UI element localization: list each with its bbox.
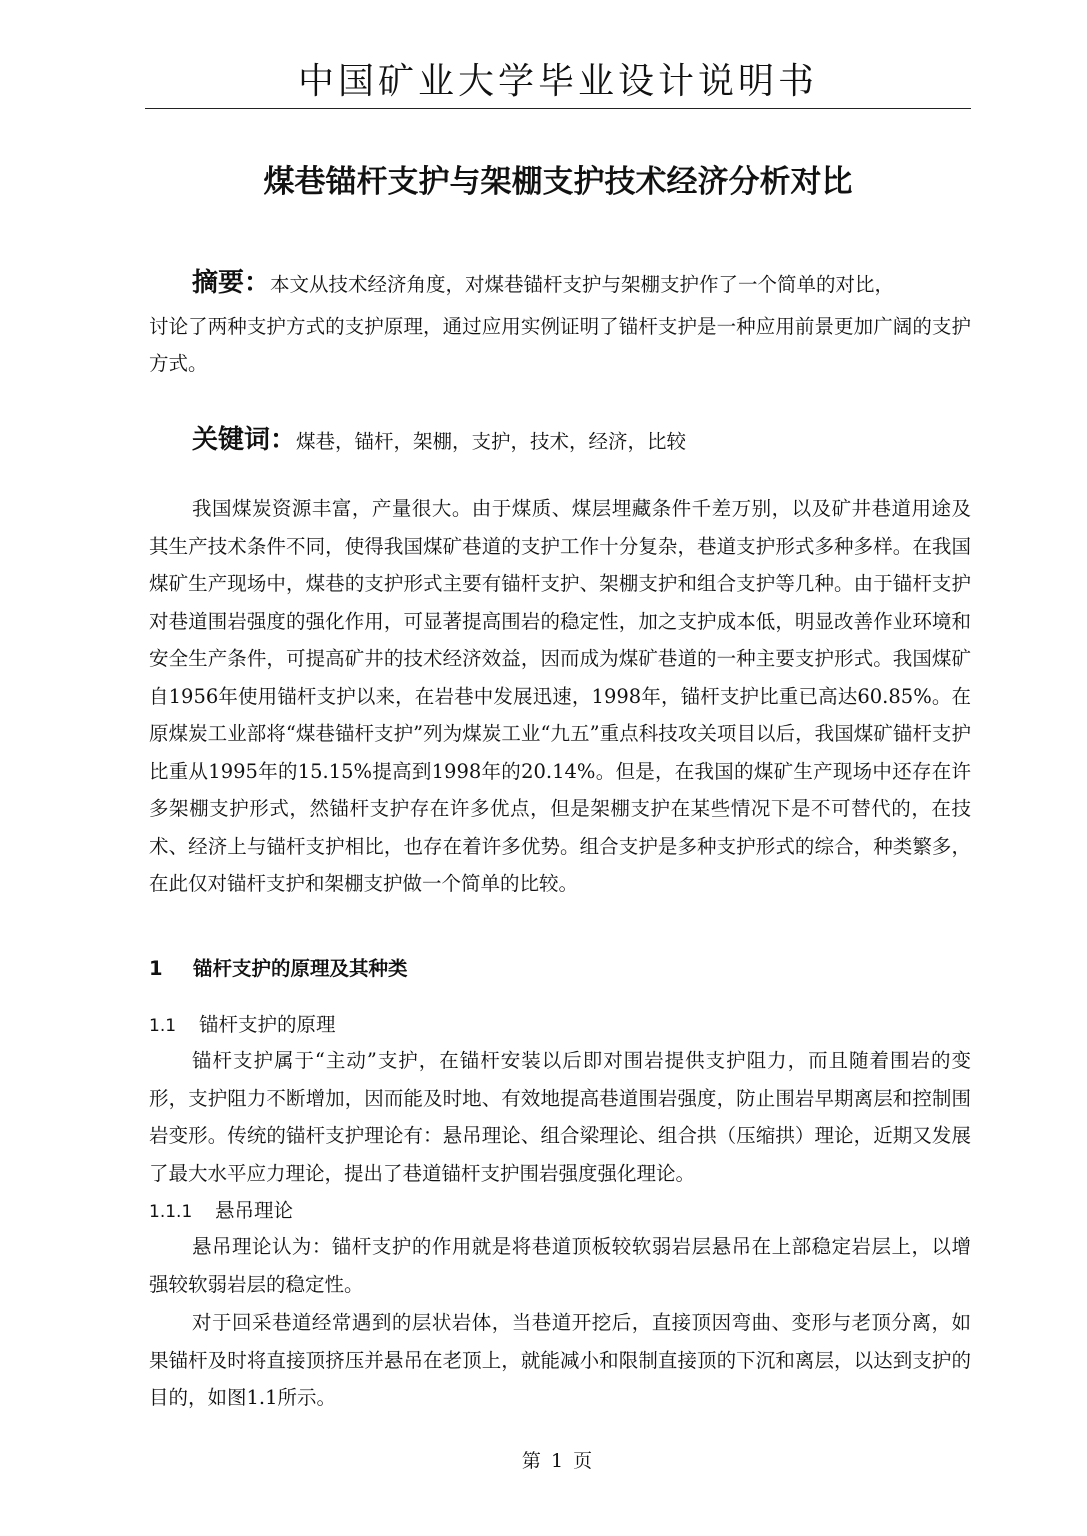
- section-1-1-1-heading: [149, 1192, 971, 1231]
- header-rule: [145, 108, 971, 109]
- section-1-1-heading: [149, 1006, 971, 1045]
- section-1-1-1-number: 1.1.1: [149, 1202, 193, 1222]
- keywords-block: [149, 418, 971, 464]
- section-1-number: 1: [149, 957, 163, 980]
- intro-paragraph: 我国煤炭资源丰富，产量很大。由于煤质、煤层埋藏条件千差万别，以及矿井巷道用途及其生产技术条件不同，使得我国煤矿巷道的支护工作十分复杂，巷道支护形式多种多样。在我国煤矿生产现场中，煤巷的支护形式主要有锚杆支护、架棚支护和组合支护等几种。由于锚杆支护对巷道围岩强度的强化作用，可显著提高围岩的稳定性，加之支护成本低，明显改善作业环境和安全生产条件，可提高矿井的技术经济效益，因而成为煤矿巷道的一种主要支护形式。我国煤矿自1956年使用锚杆支护以来，在岩巷中发展迅速，1998年，锚杆支护比重已高达60.85%。在原煤炭工业部将“煤巷锚杆支护”列为煤炭工业“九五”重点科技攻关项目以后，我国煤矿锚杆支护比重从1995年的15.15%提高到1998年的20.14%。但是，在我国的煤矿生产现场中还存在许多架棚支护形式，然锚杆支护存在许多优点，但是架棚支护在某些情况下是不可替代的，在技术、经济上与锚杆支护相比，也存在着许多优势。组合支护是多种支护形式的综合，种类繁多，在此仅对锚杆支护和架棚支护做一个简单的比较。: [149, 497, 971, 895]
- abstract-block: [149, 262, 971, 382]
- running-header: 中国矿业大学毕业设计说明书: [297, 61, 818, 102]
- keywords-text: 煤巷，锚杆，架棚，支护，技术，经济，比较: [296, 430, 687, 453]
- section-1-1-title: 锚杆支护的原理: [199, 1013, 336, 1036]
- section-1-title: 锚杆支护的原理及其种类: [193, 957, 408, 980]
- section-1-1-number: 1.1: [149, 1016, 177, 1036]
- section-1-heading: [149, 950, 971, 987]
- page-number-footer: 第 1 页: [521, 1450, 595, 1472]
- abstract-label: 摘要：: [192, 268, 271, 298]
- abstract-text-rest: 讨论了两种支护方式的支护原理，通过应用实例证明了锚杆支护是一种应用前景更加广阔的支护方式。: [149, 315, 971, 375]
- document-title: 煤巷锚杆支护与架棚支护技术经济分析对比: [263, 164, 853, 200]
- section-1-1-1-title: 悬吊理论: [215, 1199, 294, 1222]
- section-1-1-paragraph: 锚杆支护属于“主动”支护，在锚杆安装以后即对围岩提供支护阻力，而且随着围岩的变形，支护阻力不断增加，因而能及时地、有效地提高巷道围岩强度，防止围岩早期离层和控制围岩变形。传统的锚杆支护理论有：悬吊理论、组合梁理论、组合拱（压缩拱）理论，近期又发展了最大水平应力理论，提出了巷道锚杆支护围岩强度强化理论。: [149, 1049, 971, 1185]
- keywords-label: 关键词：: [192, 425, 297, 455]
- section-1-1-1-paragraph-2: 对于回采巷道经常遇到的层状岩体，当巷道开挖后，直接顶因弯曲、变形与老顶分离，如果锚杆及时将直接顶挤压并悬吊在老顶上，就能减小和限制直接顶的下沉和离层，以达到支护的目的，如图1.1所示。: [149, 1311, 971, 1409]
- section-1-1-1-paragraph-1: 悬吊理论认为：锚杆支护的作用就是将巷道顶板较软弱岩层悬吊在上部稳定岩层上，以增强较软弱岩层的稳定性。: [149, 1235, 971, 1296]
- abstract-text-first-line: 本文从技术经济角度，对煤巷锚杆支护与架棚支护作了一个简单的对比，: [270, 273, 895, 296]
